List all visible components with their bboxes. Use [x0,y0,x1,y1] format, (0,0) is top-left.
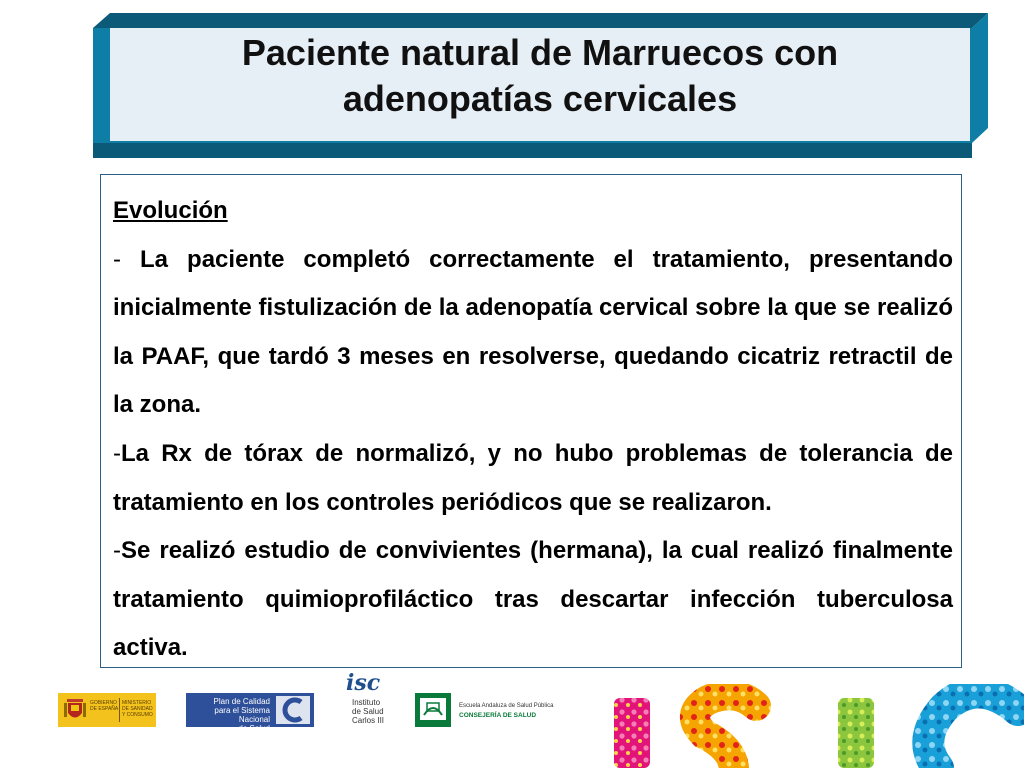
paragraph-dash: - [113,537,121,565]
divider [119,698,120,722]
paragraph-2 [113,430,953,527]
isc-mark-icon [344,668,386,696]
svg-text:isc: isc [346,670,381,696]
slide-title [112,30,968,122]
isciii-big-logo [606,684,1024,768]
plan-line-1: Plan de Calidad [213,697,270,706]
plan-calidad-logo [186,693,314,733]
instituto-line-2: de Salud [352,707,384,716]
slide-title-line-1: Paciente natural de Marruecos con [241,32,839,73]
coat-of-arms-icon [64,697,86,723]
paragraph-text: La Rx de tórax de normalizó, y no hubo problemas de tolerancia de tratamiento en los controles periódicos que se realizaron. [113,439,953,516]
content-body [113,187,953,673]
instituto-line-3: Carlos III [352,716,385,725]
isciii-colorful-logo-icon [606,684,1024,768]
escuela-text: Escuela Andaluza de Salud Pública [459,703,554,709]
plan-line-3: de Salud [238,724,270,733]
paragraph-1 [113,236,953,430]
consejeria-text: CONSEJERÍA DE SALUD [459,712,537,719]
content-box [100,174,962,668]
paragraph-text: Se realizó estudio de convivientes (hermana), la cual realizó finalmente tratamiento quimioprofiláctico tras descartar infección tuberculosa activa. [113,537,953,662]
instituto-carlos-iii-logo [340,668,390,740]
title-frame [0,0,1024,170]
instituto-text [352,698,384,725]
plan-line-2: para el Sistema Nacional [214,706,270,724]
plan-calidad-text [186,697,270,733]
gobierno-text [90,700,120,712]
section-heading: Evolución [113,197,228,224]
c-mark-icon [276,696,310,724]
paragraph-3 [113,527,953,673]
paragraph-text: La paciente completó correctamente el tratamiento, presentando inicialmente fistulización de la adenopatía cervical sobre la que se realizó la PAAF, que tardó 3 meses en resolverse, quedando cicatriz retractil de la zona. [113,245,953,419]
gobierno-line-1: GOBIERNO [90,700,117,706]
ministerio-text: MINISTERIO DE SANIDAD Y CONSUMO [122,700,153,718]
junta-andalucia-logo [415,693,555,727]
gobierno-espana-logo [58,693,156,727]
junta-badge-icon [415,693,451,727]
paragraph-dash: - [113,245,141,273]
paragraph-dash: - [113,439,121,467]
slide-title-line-2: adenopatías cervicales [342,78,738,119]
gobierno-line-2: DE ESPAÑA [90,706,119,712]
instituto-line-1: Instituto [352,698,381,707]
